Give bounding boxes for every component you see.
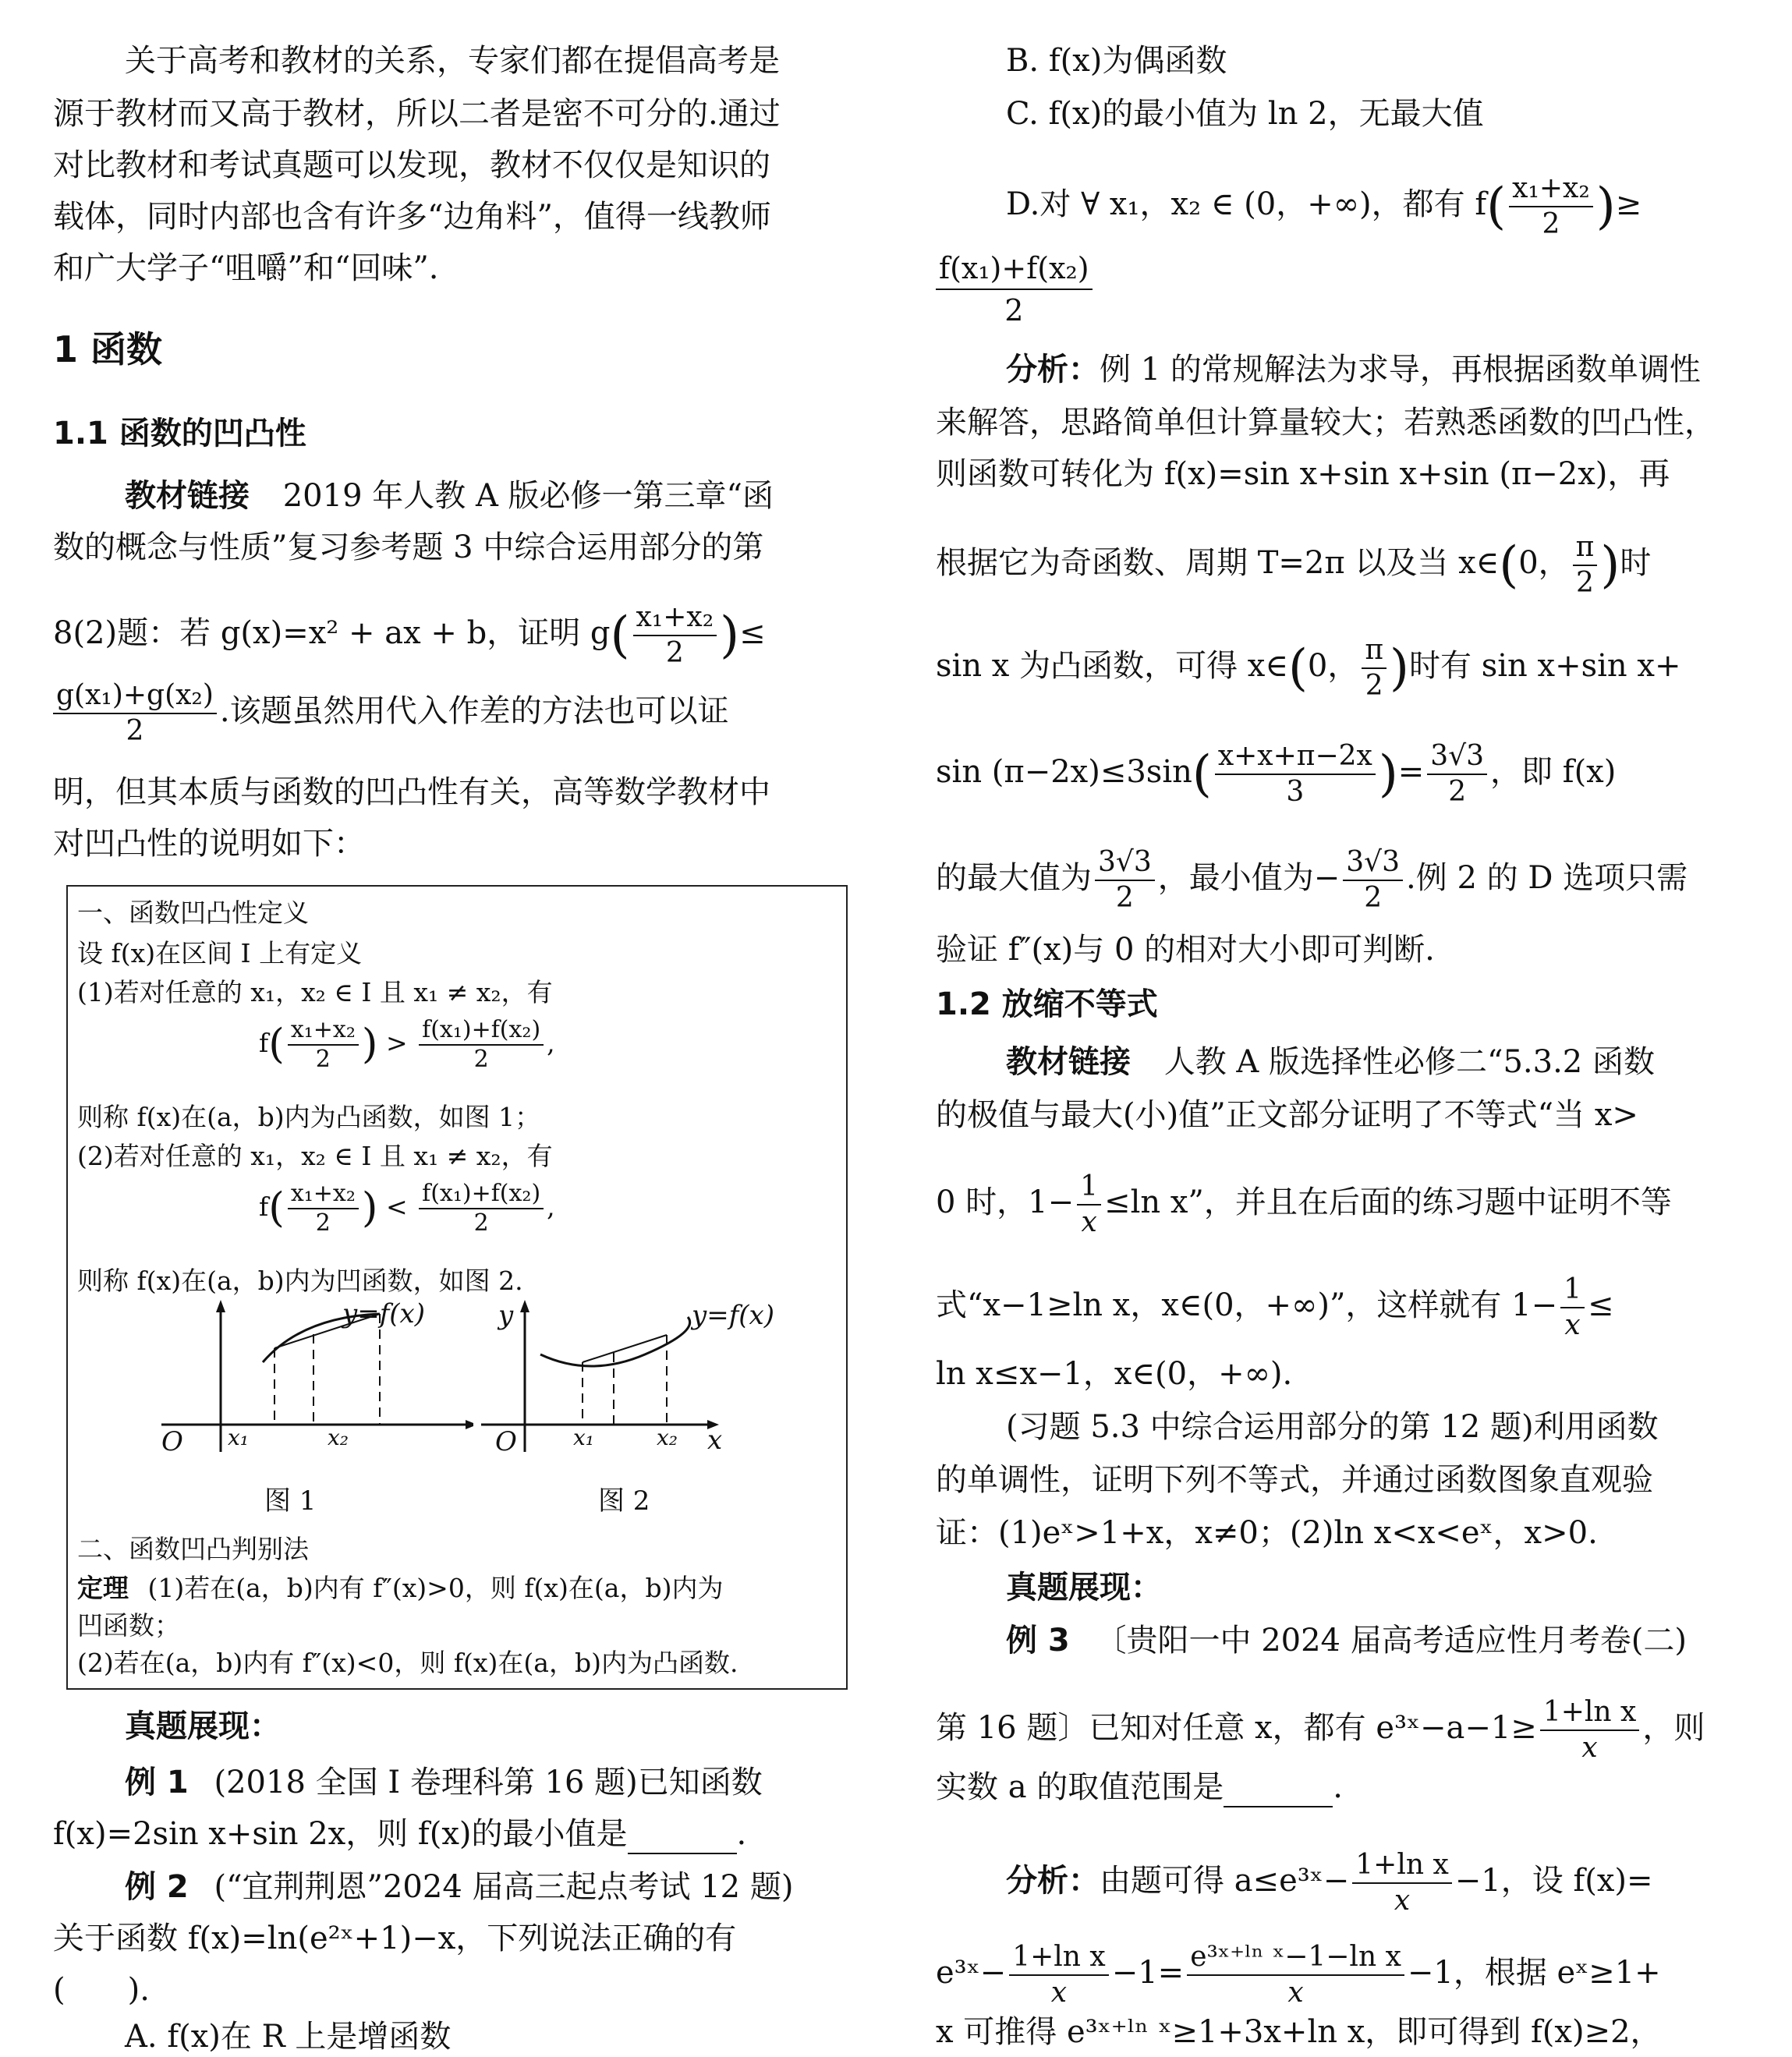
textbook-link-line: 的单调性，证明下列不等式，并通过函数图象直观验 <box>936 1462 1653 1498</box>
option-b: B. f(x)为偶函数 <box>1006 43 1227 79</box>
textbook-link-line: 数的概念与性质”复习参考题 3 中综合运用部分的第 <box>53 529 764 565</box>
intro-line: 载体，同时内部也含有许多“边角料”，值得一线教师 <box>53 199 771 235</box>
intro-line: 关于高考和教材的关系，专家们都在提倡高考是 <box>125 43 780 79</box>
textbook-link-line: 式“x−1≥ln x，x∈(0，+∞)”，这样就有 1− $\frac{1}{x}$ ≤ <box>936 1273 1614 1341</box>
box-formula: f( $\frac{\text{x₁+x₂}}{2}$ ) > $\frac{\text{f(x₁)+f(x₂)}}{2}$ , <box>259 1016 555 1073</box>
section-heading: 1 函数 <box>53 328 163 370</box>
graph-function-label: y=f(x) <box>342 1298 425 1329</box>
textbook-link-line: 教材链接 人教 A 版选择性必修二“5.3.2 函数 <box>1006 1044 1655 1080</box>
analysis-3-line: x 可推得 e³ˣ⁺ˡⁿ ˣ≥1+3x+ln x，即可得到 f(x)≥2， <box>936 2014 1662 2050</box>
box-line: 凹函数； <box>77 1610 180 1641</box>
option-c: C. f(x)的最小值为 ln 2，无最大值 <box>1006 96 1484 132</box>
intro-line: 和广大学子“咀嚼”和“回味”. <box>53 250 439 286</box>
option-a: A. f(x)在 R 上是增函数 <box>125 2019 452 2055</box>
textbook-link-line: 证：(1)eˣ>1+x，x≠0；(2)ln x<x<eˣ，x>0. <box>936 1515 1598 1551</box>
intro-line: 源于教材而又高于教材，所以二者是密不可分的.通过 <box>53 96 781 132</box>
x2-tick-label: x₂ <box>657 1425 678 1450</box>
textbook-link-line: 教材链接 2019 年人教 A 版必修一第三章“函 <box>125 478 774 514</box>
textbook-link-line: 8(2)题：若 g(x)=x² + ax + b，证明 g( $\frac{\text{x₁+x₂}}{2}$ )≤ <box>53 601 766 669</box>
analysis-3-line: e³ˣ− $\frac{\text{1+ln x}}{x}$ −1= $\frac{\text{e³ˣ⁺ˡⁿ ˣ−1−ln x}}{x}$ −1，根据 eˣ≥1+ <box>936 1941 1661 2009</box>
box-line: (1)若对任意的 x₁，x₂ ∈ I 且 x₁ ≠ x₂，有 <box>77 977 553 1007</box>
example-2-line: ( ). <box>53 1972 150 2008</box>
graph-function-label: y=f(x) <box>692 1300 774 1331</box>
figure-2-caption: 图 2 <box>598 1485 650 1517</box>
box-formula: f( $\frac{\text{x₁+x₂}}{2}$ ) < $\frac{\text{f(x₁)+f(x₂)}}{2}$ , <box>259 1180 555 1237</box>
analysis-line: 来解答，思路简单但计算量较大；若熟悉函数的凹凸性， <box>936 405 1716 441</box>
option-d: D.对 ∀ x₁，x₂ ∈ (0，+∞)，都有 f( $\frac{\text{x₁+x₂}}{2}$ )≥ <box>1006 172 1642 240</box>
analysis-line: 则函数可转化为 f(x)=sin x+sin x+sin (π−2x)，再 <box>936 456 1670 492</box>
analysis-line: sin x 为凸函数，可得 x∈(0， $\frac{\pi}{2}$ )时有 sin x+sin x+ <box>936 634 1681 702</box>
analysis-line: 验证 f″(x)与 0 的相对大小即可判断. <box>936 932 1435 968</box>
origin-label: O <box>161 1426 183 1457</box>
textbook-link-line: 对凹凸性的说明如下： <box>53 826 365 862</box>
analysis-line: 的最大值为 $\frac{3√3}{2}$ ，最小值为− $\frac{3√3}{2}$ .例 2 的 D 选项只需 <box>936 846 1688 914</box>
origin-label: O <box>495 1426 517 1457</box>
textbook-link-label: 教材链接 <box>125 478 250 514</box>
textbook-link-line: 明，但其本质与函数的凹凸性有关，高等数学教材中 <box>53 774 770 810</box>
analysis-line: sin (π−2x)≤3sin( $\frac{x+x+\pi-2x}{3}$ )= $\frac{3√3}{2}$ ，即 f(x) <box>936 740 1617 808</box>
analysis-line: 根据它为奇函数、周期 T=2π 以及当 x∈(0， $\frac{\pi}{2}$ )时 <box>936 531 1652 599</box>
subsection-heading: 1.1 函数的凹凸性 <box>53 416 306 451</box>
analysis-3-line: 分析：由题可得 a≤e³ˣ− $\frac{\text{1+ln x}}{x}$ −1，设 f(x)= <box>1006 1849 1653 1917</box>
intro-line: 对比教材和考试真题可以发现，教材不仅仅是知识的 <box>53 147 770 183</box>
example-3-line: 实数 a 的取值范围是 . <box>936 1767 1343 1807</box>
x1-tick-label: x₁ <box>573 1425 595 1450</box>
textbook-link-line: $\frac{\text{g(x₁)+g(x₂)}}{2}$ .该题虽然用代入作差的方法也可以证 <box>53 678 729 749</box>
textbook-link-line: 0 时，1− $\frac{1}{x}$ ≤ln x”，并且在后面的练习题中证明不等 <box>936 1170 1672 1238</box>
example-2-line: 关于函数 f(x)=ln(e²ˣ+1)−x，下列说法正确的有 <box>53 1921 737 1956</box>
textbook-link-line: 的极值与最大(小)值”正文部分证明了不等式“当 x> <box>936 1097 1638 1133</box>
option-d-fraction: $\frac{\text{f(x₁)+f(x₂)}}{2}$ <box>936 248 1096 331</box>
zhenti-heading: 真题展现： <box>1006 1570 1162 1606</box>
y-axis-label: y <box>498 1300 514 1331</box>
box-line: 则称 f(x)在(a，b)内为凹函数，如图 2. <box>77 1266 523 1296</box>
box-line: 二、函数凹凸判别法 <box>77 1534 309 1564</box>
concavity-box <box>66 885 848 1690</box>
box-line: (2)若在(a，b)内有 f″(x)<0，则 f(x)在(a，b)内为凸函数. <box>77 1648 738 1678</box>
textbook-link-line: (习题 5.3 中综合运用部分的第 12 题)利用函数 <box>1006 1409 1659 1445</box>
zhenti-heading: 真题展现： <box>125 1708 281 1744</box>
example-3-line: 例 3 〔贵阳一中 2024 届高考适应性月考卷(二) <box>1006 1623 1687 1659</box>
x2-tick-label: x₂ <box>328 1425 349 1450</box>
x1-tick-label: x₁ <box>228 1425 250 1450</box>
subsection-heading: 1.2 放缩不等式 <box>936 986 1158 1022</box>
example-3-line: 第 16 题〕已知对任意 x，都有 e³ˣ−a−1≥ $\frac{\text{1+ln x}}{x}$ ，则 <box>936 1696 1705 1764</box>
box-line: 定理 (1)若在(a，b)内有 f″(x)>0，则 f(x)在(a，b)内为 <box>77 1573 724 1603</box>
x-axis-label: x <box>707 1425 723 1456</box>
box-line: 则称 f(x)在(a，b)内为凸函数，如图 1； <box>77 1102 541 1132</box>
answer-blank <box>628 1825 737 1854</box>
box-line: (2)若对任意的 x₁，x₂ ∈ I 且 x₁ ≠ x₂，有 <box>77 1141 553 1171</box>
box-line: 设 f(x)在区间 I 上有定义 <box>77 938 363 968</box>
box-line: 一、函数凹凸性定义 <box>77 898 309 928</box>
answer-blank <box>1224 1778 1333 1807</box>
example-1-line: f(x)=2sin x+sin 2x，则 f(x)的最小值是 . <box>53 1814 746 1854</box>
example-2-line: 例 2 (“宜荆荆恩”2024 届高三起点考试 12 题) <box>125 1869 794 1905</box>
example-1-line: 例 1 (2018 全国 Ⅰ 卷理科第 16 题)已知函数 <box>125 1765 763 1800</box>
analysis-line: 分析：例 1 的常规解法为求导，再根据函数单调性 <box>1006 352 1701 388</box>
figure-1-caption: 图 1 <box>264 1485 317 1517</box>
textbook-link-line: ln x≤x−1，x∈(0，+∞). <box>936 1356 1293 1392</box>
